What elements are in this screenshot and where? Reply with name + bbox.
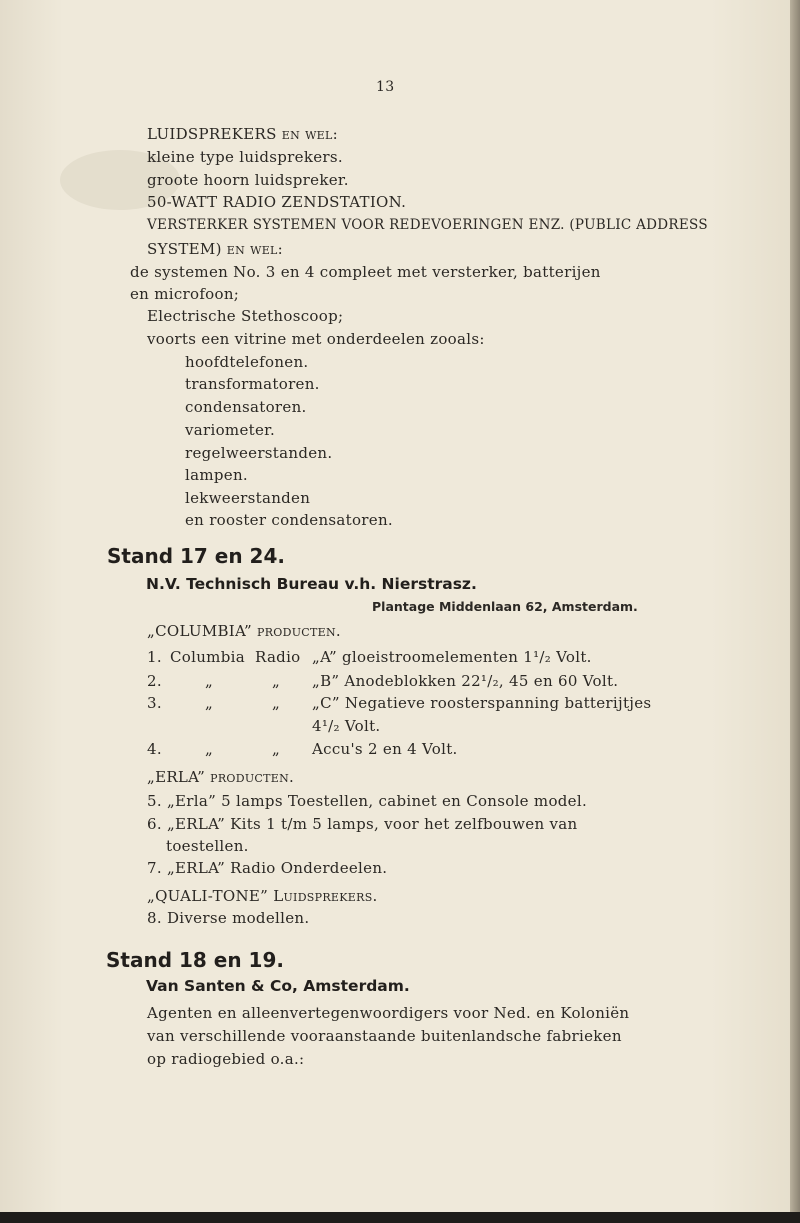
parts-list-item: variometer. — [185, 421, 276, 439]
item-brand: Columbia — [170, 648, 245, 666]
text-line: kleine type luidsprekers. — [147, 148, 343, 166]
product-item: 6. „ERLA” Kits 1 t/m 5 lamps, voor het zelfbouwen van — [147, 815, 578, 833]
stand-heading: Stand 18 en 19. — [106, 948, 284, 972]
text-line: VERSTERKER SYSTEMEN VOOR REDEVOERINGEN ENZ. (PUBLIC ADDRESS — [147, 217, 708, 233]
parts-list-item: lampen. — [185, 466, 248, 484]
item-number: 3. — [147, 694, 162, 712]
product-group-title: „QUALI-TONE” Luidsprekers. — [147, 887, 378, 905]
item-description-continued: 4¹/₂ Volt. — [312, 717, 381, 735]
item-description: „A” gloeistroomelementen 1¹/₂ Volt. — [312, 648, 592, 666]
ditto-mark: „ — [205, 740, 214, 758]
product-group-title: „ERLA” producten. — [147, 768, 295, 786]
stand-heading: Stand 17 en 24. — [107, 544, 285, 568]
text-line: Agenten en alleenvertegenwoordigers voor Ned. en Koloniën — [147, 1004, 630, 1022]
company-name: Van Santen & Co, Amsterdam. — [146, 977, 410, 995]
product-item: 5. „Erla” 5 lamps Toestellen, cabinet en Console model. — [147, 792, 588, 810]
item-number: 4. — [147, 740, 162, 758]
company-address: Plantage Middenlaan 62, Amsterdam. — [372, 599, 638, 614]
text-line: voorts een vitrine met onderdeelen zooals: — [147, 330, 485, 348]
ditto-mark: „ — [272, 672, 281, 690]
product-item-continued: toestellen. — [166, 837, 249, 855]
ditto-mark: „ — [272, 694, 281, 712]
parts-list-item: condensatoren. — [185, 398, 307, 416]
product-item: 8. Diverse modellen. — [147, 909, 310, 927]
text-line: 50-WATT RADIO ZENDSTATION. — [147, 193, 407, 211]
company-name: N.V. Technisch Bureau v.h. Nierstrasz. — [146, 575, 477, 593]
product-item: 7. „ERLA” Radio Onderdeelen. — [147, 859, 388, 877]
text-line: Electrische Stethoscoop; — [147, 307, 344, 325]
product-group-title: „COLUMBIA” producten. — [147, 622, 341, 640]
page-number: 13 — [376, 79, 395, 95]
parts-list-item: regelweerstanden. — [185, 444, 333, 462]
parts-list-item: hoofdtelefonen. — [185, 353, 309, 371]
item-number: 2. — [147, 672, 162, 690]
item-description: „C” Negatieve roosterspanning batterijtjes — [312, 694, 652, 712]
text-line: op radiogebied o.a.: — [147, 1050, 305, 1068]
text-line: SYSTEM) en wel: — [147, 240, 284, 258]
page-edge — [790, 0, 800, 1212]
item-type: Radio — [255, 648, 301, 666]
parts-list-item: transformatoren. — [185, 375, 320, 393]
text-line: de systemen No. 3 en 4 compleet met versterker, batterijen — [130, 263, 601, 281]
scan-border — [0, 1212, 800, 1223]
text-line: groote hoorn luidspreker. — [147, 171, 349, 189]
ditto-mark: „ — [205, 672, 214, 690]
ditto-mark: „ — [272, 740, 281, 758]
item-description: Accu's 2 en 4 Volt. — [312, 740, 458, 758]
parts-list-item: en rooster condensatoren. — [185, 511, 393, 529]
item-description: „B” Anodeblokken 22¹/₂, 45 en 60 Volt. — [312, 672, 619, 690]
item-number: 1. — [147, 648, 162, 666]
text-line: LUIDSPREKERS en wel: — [147, 125, 338, 143]
ditto-mark: „ — [205, 694, 214, 712]
text-line: van verschillende vooraanstaande buitenlandsche fabrieken — [147, 1027, 622, 1045]
parts-list-item: lekweerstanden — [185, 489, 311, 507]
text-line: en microfoon; — [130, 285, 240, 303]
